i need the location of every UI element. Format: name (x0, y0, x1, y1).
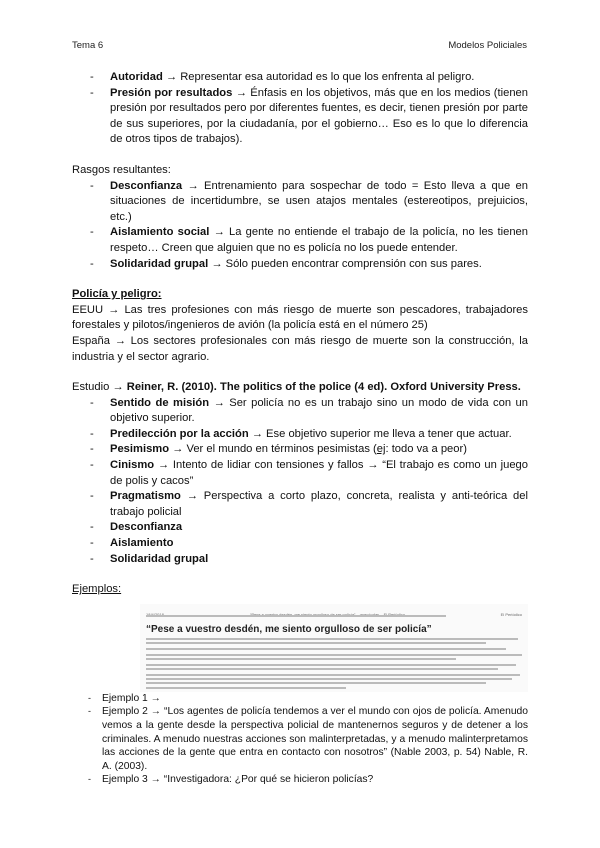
estudio-line (72, 380, 528, 396)
rasgo-text: → Entrenamiento para sospechar de todo = Esto lleva a que en situaciones de incertidumbre, se usen atajos mentales (estereotipos, prejuicios, etc.) (110, 179, 528, 223)
rasgo-text: → La gente no entiende el trabajo de la policía, no les tienen respeto… Creen que alguien que no es policía no los puede entender. (110, 226, 528, 254)
peligro-eeuu: EEUU → Las tres profesiones con más riesgo de muerte son pescadores, trabajadores forestales y pilotos/ingenieros de avión (la policía está en el número 25) (72, 303, 528, 332)
ejemplo-item: - Ejemplo 2 → “Los agentes de policía tendemos a ver el mundo con ojos de policía. Amenudo vemos a la gente desde la perspectiva policial de mantenernos seguros y de detener a los criminales. A menudo nuestras acciones son malinterpretadas, y a menudo malinterpretamos las acciones de la gente que entra en contacto con nosotros” (Nable 2003, p. 54) Nable, R. A. (2003). (88, 706, 528, 772)
rasgo-text: → Sólo pueden encontrar comprensión con sus pares. (208, 257, 482, 270)
estudio-term: Pesimismo (110, 443, 170, 456)
rasgo-term: Desconfianza (110, 179, 183, 192)
rasgo-term: Aislamiento social (110, 226, 210, 239)
estudio-text: → Ser policía no es un trabajo sino un modo de vida con un objetivo superior. (110, 396, 528, 425)
ejemplos-heading: Ejemplos: (72, 583, 122, 596)
ejemplo-text: Ejemplo 3 → “Investigadora: ¿Por qué se hicieron policías? (102, 774, 374, 786)
estudio-reference: Reiner, R. (2010). The politics of the police (4 ed). Oxford University Press. (126, 381, 521, 394)
estudio-term: Cinismo (110, 459, 155, 472)
document-body (72, 70, 528, 787)
page-header-left: Tema 6 (72, 40, 104, 51)
bullet-text: → Énfasis en los objetivos, más que en los medios (tienen presión por resultados pero por diferentes fuentes, es decir, tienen presión por parte de sus superiores, por la ciudadanía, por el gobierno… Eso es lo que lo diferencia de otros tipos de trabajos). (110, 86, 528, 146)
estudio-item: - Pragmatismo → Perspectiva a corto plazo, concreta, realista y anti-teórica del trabajo policial (90, 490, 528, 518)
peligro-espana: España → Los sectores profesionales con más riesgo de muerte son la construcción, la industria y el sector agrario. (72, 334, 528, 363)
rasgo-item: - Aislamiento social → La gente no entiende el trabajo de la policía, no les tienen respeto… Creen que alguien que no es policía no los puede entender. (90, 226, 528, 254)
estudio-item: - Solidaridad grupal (90, 552, 209, 565)
bullet-text: → Representar esa autoridad es lo que los enfrenta al peligro. (162, 71, 475, 83)
bullet-term: Presión por resultados (110, 86, 233, 99)
rasgo-item: - Solidaridad grupal → Sólo pueden encontrar comprensión con sus pares. (90, 257, 482, 270)
article-screenshot (140, 604, 528, 692)
estudio-term: Solidaridad grupal (110, 552, 209, 565)
estudio-item: - Cinismo → Intento de lidiar con tensiones y fallos → “El trabajo es como un juego de polis y cacos” (90, 459, 528, 487)
ejemplo-item: - Ejemplo 1 → (72, 692, 528, 706)
ejemplo-text: Ejemplo 1 → (102, 692, 161, 704)
estudio-term: Predilección por la acción (110, 427, 249, 440)
bullet-dash: - (90, 71, 94, 83)
estudio-item: - Aislamiento (90, 537, 174, 550)
screenshot-site: El Periódico (500, 611, 522, 617)
estudio-item: - Desconfianza (90, 521, 183, 534)
estudio-item: - Sentido de misión → Ser policía no es un trabajo sino un modo de vida con un objetivo superior. (90, 396, 528, 425)
bullet-dash: - (90, 86, 94, 99)
estudio-prefix: Estudio → (72, 381, 127, 394)
estudio-ej: ej (376, 443, 386, 456)
estudio-text-tail: : todo va a peor) (385, 443, 467, 456)
bullet-autoridad (72, 70, 528, 86)
estudio-term: Sentido de misión (110, 396, 210, 409)
rasgo-term: Solidaridad grupal (110, 257, 209, 270)
ejemplo-item: - Ejemplo 3 → “Investigadora: ¿Por qué se hicieron policías? (72, 773, 528, 787)
estudio-text: → Ver el mundo en términos pesimistas ( (169, 443, 377, 456)
bullet-presion (72, 86, 528, 148)
estudio-term: Desconfianza (110, 521, 183, 534)
page-header-right: Modelos Policiales (448, 40, 527, 51)
ejemplo-text: Ejemplo 2 → “Los agentes de policía tendemos a ver el mundo con ojos de policía. Amenudo vemos a la gente desde la perspectiva policial de mantenernos seguros y de detener a los criminales. A menudo nuestras acciones son malinterpretadas, y a menudo malinterpretamos las acciones de la gente que entra en contacto con nosotros” (Nable 2003, p. 54) Nable, R. A. (2003). (102, 706, 528, 772)
rasgos-heading: Rasgos resultantes: (72, 163, 171, 176)
bullet-term: Autoridad (110, 71, 163, 83)
estudio-text: → Ese objetivo superior me lleva a tener que actuar. (248, 427, 512, 440)
estudio-text: → Perspectiva a corto plazo, concreta, realista y anti-teórica del trabajo policial (110, 490, 528, 518)
estudio-term: Pragmatismo (110, 490, 181, 503)
estudio-item: - Pesimismo → Ver el mundo en términos pesimistas (ej: todo va a peor) (90, 443, 467, 456)
estudio-term: Aislamiento (110, 537, 174, 550)
peligro-heading: Policía y peligro: (72, 288, 162, 301)
estudio-item: - Predilección por la acción → Ese objetivo superior me lleva a tener que actuar. (90, 427, 512, 440)
estudio-text: → Intento de lidiar con tensiones y fallos → “El trabajo es como un juego de polis y cacos” (110, 459, 528, 487)
screenshot-headline: “Pese a vuestro desdén, me siento orgulloso de ser policía” (146, 623, 432, 635)
rasgo-item: - Desconfianza → Entrenamiento para sospechar de todo = Esto lleva a que en situaciones de incertidumbre, se usen atajos mentales (estereotipos, prejuicios, etc.) (90, 179, 528, 223)
